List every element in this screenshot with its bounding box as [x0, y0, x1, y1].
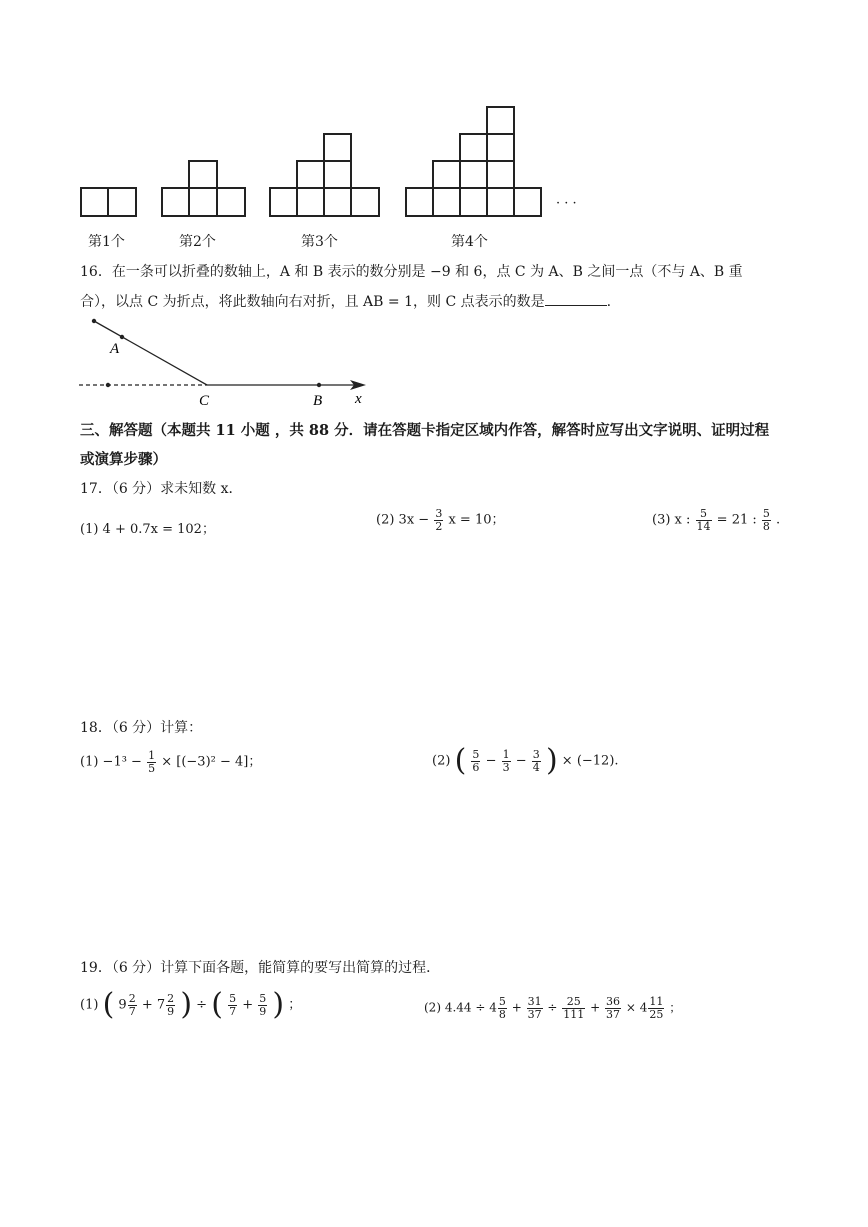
fraction: $\frac{2}{7}$ [128, 991, 136, 1018]
square-cell [323, 160, 352, 189]
square-cell [323, 187, 352, 217]
square-cell [107, 187, 137, 217]
fraction: $\frac{25}{111}$ [563, 995, 585, 1021]
square-cell [459, 133, 488, 162]
expr-text: (2) [432, 753, 451, 769]
question-16-line-2 [80, 291, 611, 311]
fraction: $\frac{11}{25}$ [649, 995, 664, 1021]
square-cell [405, 187, 434, 217]
square-cell [432, 187, 461, 217]
axis-x-label: x [355, 391, 362, 407]
fraction: $\frac{3}{2}$ [435, 507, 443, 533]
fraction: $\frac{5}{9}$ [259, 991, 267, 1018]
square-cell [486, 133, 515, 162]
square-cell [432, 160, 461, 189]
fraction: $\frac{1}{5}$ [148, 749, 156, 775]
question-16-line-1: 16．在一条可以折叠的数轴上，A 和 B 表示的数分别是 −9 和 6，点 C 为 A、B 之间一点（不与 A、B 重 [80, 264, 743, 280]
square-cell [459, 187, 488, 217]
square-cell [323, 133, 352, 162]
square-cell [486, 106, 515, 135]
expr-text: = 21 : [716, 512, 757, 528]
fraction: $\frac{5}{8}$ [762, 507, 770, 533]
fraction: $\frac{1}{3}$ [502, 747, 510, 774]
section-3-heading-line-1: 三、解答题（本题共 11 小题 ，共 88 分．请在答题卡指定区域内作答，解答时应写出文字说明、证明过程 [80, 422, 770, 439]
expr-text: (1) [80, 997, 99, 1013]
figure-label-4: 第4个 [451, 234, 488, 250]
expr-text: × [(−3)² − 4]； [161, 754, 262, 770]
expr-text: × (−12). [561, 753, 619, 769]
figure-label-3: 第3个 [301, 234, 338, 250]
figure-label-2: 第2个 [179, 234, 216, 250]
question-17-part-1: (1) 4 + 0.7x = 102； [80, 522, 215, 537]
square-cell [188, 160, 218, 189]
square-cell [296, 160, 325, 189]
question-19-part-1: (1) ( 9 $\frac{2}{7}$ + 7 $\frac{2}{9}$ ) ÷ ( $\frac{5}{7}$ + $\frac{5}{9}$ ) ； [80, 987, 302, 1022]
fraction: $\frac{5}{8}$ [498, 995, 506, 1021]
question-17-part-2 [376, 508, 505, 532]
square-cell [486, 187, 515, 217]
square-cell [188, 187, 218, 217]
question-16-period: . [606, 294, 612, 310]
question-18-part-1 [80, 750, 261, 774]
expr-text: (1) −1³ − [80, 754, 142, 770]
square-cell [216, 187, 246, 217]
expr-text: (2) 4.44 ÷ 4 [424, 1000, 497, 1015]
question-17-title: 17．（6 分）求未知数 x． [80, 481, 243, 497]
ellipsis: · · · [556, 196, 577, 211]
section-3-heading-line-2: 或演算步骤） [80, 451, 167, 468]
figure-label-1: 第1个 [88, 234, 125, 250]
question-18-part-2: (2) ( $\frac{5}{6}$ − $\frac{1}{3}$ − $\frac{3}{4}$ ) × (−12). [432, 743, 619, 778]
question-19-part-2: (2) 4.44 ÷ 4 $\frac{5}{8}$ + $\frac{31}{37}$ ÷ $\frac{25}{111}$ + $\frac{36}{37}$ × 4 $\frac{11}{25}$ ； [424, 995, 682, 1021]
fraction: $\frac{5}{6}$ [472, 747, 480, 774]
expr-text: (3) x : [652, 512, 691, 528]
fraction: $\frac{5}{7}$ [229, 991, 237, 1018]
fraction: $\frac{36}{37}$ [606, 995, 621, 1021]
fraction: $\frac{5}{14}$ [696, 507, 711, 533]
square-cell [296, 187, 325, 217]
folded-number-line-diagram [70, 312, 380, 412]
square-cell [459, 160, 488, 189]
point-c-label: C [199, 393, 210, 409]
square-cell [269, 187, 298, 217]
question-19-title: 19．（6 分）计算下面各题，能简算的要写出简算的过程． [80, 960, 441, 976]
square-cell [350, 187, 380, 217]
answer-blank [545, 293, 607, 306]
expr-text: x = 10； [448, 512, 505, 528]
point-b-label: B [313, 393, 323, 409]
question-18-title: 18．（6 分）计算： [80, 720, 203, 736]
square-cell [513, 187, 542, 217]
square-cell [161, 187, 190, 217]
question-16-text: 合），以点 C 为折点，将此数轴向右对折，且 AB = 1，则 C 点表示的数是 [80, 294, 545, 310]
square-cell [486, 160, 515, 189]
expr-text: . [776, 512, 781, 528]
fraction: $\frac{31}{37}$ [527, 995, 542, 1021]
fraction: $\frac{3}{4}$ [532, 747, 540, 774]
question-17-part-3 [652, 508, 780, 532]
expr-text: (2) 3x − [376, 512, 430, 528]
point-a-label: A [110, 341, 120, 357]
square-cell [80, 187, 109, 217]
fraction: $\frac{2}{9}$ [167, 991, 175, 1018]
